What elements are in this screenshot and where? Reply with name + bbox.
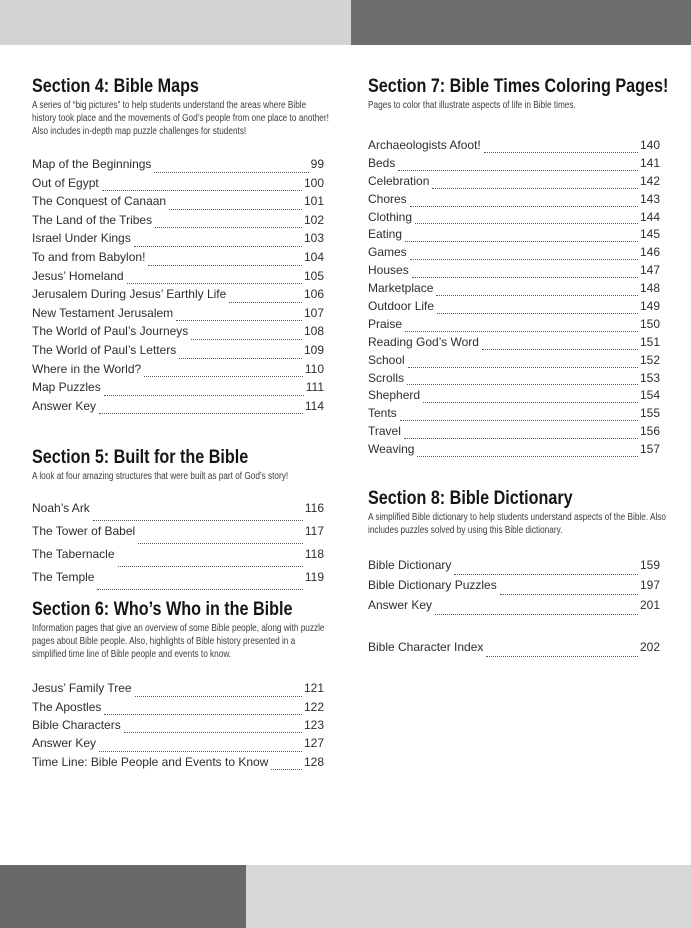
toc-entry xyxy=(32,343,324,362)
toc-entry xyxy=(368,210,660,228)
toc-section xyxy=(368,488,666,660)
table-of-contents xyxy=(32,45,669,773)
toc-entry-page-number: 123 xyxy=(303,717,324,732)
toc-section xyxy=(368,76,669,460)
dotted-leader xyxy=(104,380,304,396)
section-entries xyxy=(32,157,324,417)
section-description: A series of “big pictures” to help students understand the areas where Bible history took place and the movements of God’s people from one place to another! Also includes in-depth map puzzle challenges for students! xyxy=(32,100,329,137)
dotted-leader xyxy=(410,245,638,260)
toc-entry-title: Praise xyxy=(368,316,403,331)
toc-entry xyxy=(32,213,324,232)
dotted-leader xyxy=(482,335,638,350)
dotted-leader xyxy=(118,547,303,567)
toc-entry-page-number: 148 xyxy=(639,281,660,296)
dotted-leader xyxy=(484,138,638,153)
toc-entry-title: Map Puzzles xyxy=(32,380,101,395)
toc-section xyxy=(32,447,324,593)
dotted-leader xyxy=(486,640,638,657)
toc-entry xyxy=(32,324,324,343)
toc-entry-page-number: 128 xyxy=(303,754,324,769)
toc-entry-page-number: 155 xyxy=(639,406,660,421)
dotted-leader xyxy=(271,755,302,770)
toc-entry xyxy=(368,245,660,263)
dotted-leader xyxy=(407,371,638,386)
section-description: Information pages that give an overview of some Bible people, along with puzzle pages about Bible people. Also, highlights of Bible history presented in a simplified time line of Bible people and events to know. xyxy=(32,623,325,661)
toc-entry-page-number: 103 xyxy=(303,231,324,246)
dotted-leader xyxy=(169,194,302,210)
toc-entry-page-number: 141 xyxy=(639,155,660,170)
section-title: Section 4: Bible Maps xyxy=(32,76,199,97)
toc-entry-title: Jesus’ Homeland xyxy=(32,268,124,283)
toc-entry-page-number: 156 xyxy=(639,424,660,439)
toc-entry xyxy=(32,157,324,176)
section-entries xyxy=(32,501,324,593)
toc-entry-page-number: 105 xyxy=(303,268,324,283)
toc-entry xyxy=(32,269,324,288)
toc-entry-page-number: 110 xyxy=(304,361,324,376)
toc-entry xyxy=(368,406,660,424)
toc-entry xyxy=(32,362,324,381)
toc-entry xyxy=(368,578,660,598)
toc-entry-title: Shepherd xyxy=(368,388,421,403)
toc-entry xyxy=(368,335,660,353)
toc-entry xyxy=(368,442,660,460)
toc-entry-page-number: 101 xyxy=(303,194,324,209)
toc-entry-page-number: 104 xyxy=(303,249,324,264)
toc-entry-title: New Testament Jerusalem xyxy=(32,305,174,320)
dotted-leader xyxy=(229,287,302,303)
dotted-leader xyxy=(93,501,303,521)
section-title: Section 5: Built for the Bible xyxy=(32,447,249,469)
dotted-leader xyxy=(148,250,302,266)
toc-entry-page-number: 119 xyxy=(304,570,324,585)
toc-entry-title: Games xyxy=(368,245,407,260)
toc-entry-title: The Tabernacle xyxy=(32,547,115,562)
bottom-bar-light-segment xyxy=(246,865,691,928)
toc-entry xyxy=(32,681,324,699)
toc-entry-page-number: 146 xyxy=(639,245,660,260)
toc-entry xyxy=(32,736,324,754)
toc-entry-title: Jesus’ Family Tree xyxy=(32,681,132,696)
toc-section xyxy=(32,76,329,417)
toc-entry-page-number: 154 xyxy=(639,388,660,403)
toc-entry xyxy=(32,547,324,570)
top-bar-dark-segment xyxy=(351,0,691,45)
toc-entry xyxy=(32,231,324,250)
dotted-leader xyxy=(500,578,638,595)
dotted-leader xyxy=(417,442,637,457)
toc-entry-page-number: 99 xyxy=(310,157,324,171)
toc-entry xyxy=(32,501,324,524)
toc-entry-page-number: 121 xyxy=(303,681,324,696)
dotted-leader xyxy=(410,192,638,207)
toc-entry xyxy=(368,353,660,371)
toc-entry-title: Tents xyxy=(368,406,397,421)
toc-entry-page-number: 114 xyxy=(304,398,324,413)
section-title: Section 8: Bible Dictionary xyxy=(368,488,573,510)
dotted-leader xyxy=(398,156,638,171)
toc-entry xyxy=(368,281,660,299)
toc-entry-page-number: 106 xyxy=(303,287,324,302)
section-description: A look at four amazing structures that were built as part of God’s story! xyxy=(32,471,289,483)
toc-entry-title: Scrolls xyxy=(368,370,405,385)
toc-entry-page-number: 149 xyxy=(639,299,660,314)
dotted-leader xyxy=(191,324,302,340)
toc-entry-title: To and from Babylon! xyxy=(32,249,146,264)
toc-entry-page-number: 117 xyxy=(304,524,324,539)
section-description: A simplified Bible dictionary to help students understand aspects of the Bible. Also includes puzzles solved by using this Bible dictionary. xyxy=(368,512,666,537)
toc-entry-title: School xyxy=(368,352,405,367)
toc-entry-page-number: 201 xyxy=(639,598,660,613)
dotted-leader xyxy=(102,176,302,192)
toc-entry-page-number: 197 xyxy=(639,578,660,593)
toc-entry-page-number: 102 xyxy=(303,212,324,227)
dotted-leader xyxy=(408,353,638,368)
toc-entry-title: Answer Key xyxy=(32,398,97,413)
toc-entry xyxy=(368,598,660,618)
toc-entry-title: Eating xyxy=(368,227,403,242)
dotted-leader xyxy=(400,406,638,421)
toc-entry xyxy=(32,570,324,593)
toc-entry-title: Houses xyxy=(368,263,409,278)
dotted-leader xyxy=(405,317,638,332)
toc-entry-page-number: 157 xyxy=(639,442,660,457)
toc-entry-title: The World of Paul’s Letters xyxy=(32,342,177,357)
dotted-leader xyxy=(127,269,302,285)
toc-entry xyxy=(368,227,660,245)
toc-entry-title: The World of Paul’s Journeys xyxy=(32,324,189,339)
toc-entry-title: Reading God’s Word xyxy=(368,334,479,349)
toc-entry xyxy=(368,174,660,192)
toc-entry-page-number: 107 xyxy=(303,305,324,320)
toc-entry-page-number: 127 xyxy=(303,736,324,751)
bottom-border-decoration xyxy=(0,865,691,928)
toc-entry-page-number: 152 xyxy=(639,352,660,367)
toc-entry-title: Beds xyxy=(368,155,396,170)
dotted-leader xyxy=(176,306,302,322)
toc-entry-title: Travel xyxy=(368,424,401,439)
toc-entry-page-number: 109 xyxy=(303,342,324,357)
dotted-leader xyxy=(423,388,638,403)
dotted-leader xyxy=(154,157,308,173)
dotted-leader xyxy=(437,299,638,314)
toc-entry-title: The Apostles xyxy=(32,699,102,714)
toc-entry-title: Answer Key xyxy=(368,598,433,613)
toc-entry xyxy=(368,138,660,156)
toc-entry xyxy=(368,424,660,442)
toc-entry-title: Bible Character Index xyxy=(368,640,484,655)
toc-entry-title: Bible Characters xyxy=(32,717,121,732)
toc-entry-page-number: 100 xyxy=(303,175,324,190)
toc-entry-page-number: 108 xyxy=(303,324,324,339)
toc-column-right xyxy=(368,76,669,773)
toc-entry-title: Out of Egypt xyxy=(32,175,99,190)
toc-entry xyxy=(368,371,660,389)
section-description: Pages to color that illustrate aspects of life in Bible times. xyxy=(368,100,576,111)
toc-entry xyxy=(32,380,324,399)
dotted-leader xyxy=(97,570,302,590)
section-title: Section 7: Bible Times Coloring Pages! xyxy=(368,76,669,97)
toc-entry-page-number: 143 xyxy=(639,191,660,206)
toc-entry-title: Noah’s Ark xyxy=(32,501,90,516)
toc-entry-title: Weaving xyxy=(368,442,415,457)
toc-entry xyxy=(368,263,660,281)
toc-entry-page-number: 145 xyxy=(639,227,660,242)
toc-entry-title: Where in the World? xyxy=(32,361,142,376)
dotted-leader xyxy=(415,210,638,225)
toc-entry-page-number: 140 xyxy=(639,138,660,152)
toc-entry xyxy=(368,640,660,660)
toc-entry-page-number: 153 xyxy=(639,370,660,385)
toc-entry-page-number: 111 xyxy=(305,380,324,395)
bottom-bar-dark-segment xyxy=(0,865,246,928)
toc-entry xyxy=(32,718,324,736)
section-entries xyxy=(368,640,660,660)
toc-entry-page-number: 150 xyxy=(639,316,660,331)
toc-entry-page-number: 122 xyxy=(303,699,324,714)
toc-entry-page-number: 151 xyxy=(639,334,660,349)
toc-entry xyxy=(368,299,660,317)
dotted-leader xyxy=(135,681,302,696)
toc-entry-title: The Conquest of Canaan xyxy=(32,194,167,209)
dotted-leader xyxy=(412,263,638,278)
dotted-leader xyxy=(99,399,303,415)
dotted-leader xyxy=(405,227,638,242)
dotted-leader xyxy=(432,174,638,189)
toc-entry-title: Map of the Beginnings xyxy=(32,157,152,171)
toc-entry-title: Celebration xyxy=(368,173,430,188)
section-title: Section 6: Who’s Who in the Bible xyxy=(32,599,293,621)
toc-entry-title: Israel Under Kings xyxy=(32,231,131,246)
toc-entry-page-number: 116 xyxy=(304,501,324,516)
dotted-leader xyxy=(144,362,303,378)
toc-entry xyxy=(32,399,324,418)
toc-entry-title: Bible Dictionary Puzzles xyxy=(368,578,497,593)
toc-entry-title: Archaeologists Afoot! xyxy=(368,138,481,152)
section-entries xyxy=(32,681,324,772)
dotted-leader xyxy=(155,213,302,229)
toc-entry-title: Marketplace xyxy=(368,281,434,296)
toc-entry-title: Jerusalem During Jesus’ Earthly Life xyxy=(32,287,227,302)
toc-entry xyxy=(32,700,324,718)
toc-entry-title: Bible Dictionary xyxy=(368,558,452,573)
toc-entry-title: Clothing xyxy=(368,209,413,224)
toc-entry-title: The Tower of Babel xyxy=(32,524,136,539)
dotted-leader xyxy=(138,524,303,544)
dotted-leader xyxy=(179,343,302,359)
dotted-leader xyxy=(124,718,302,733)
toc-entry-title: Outdoor Life xyxy=(368,299,435,314)
toc-entry xyxy=(368,317,660,335)
toc-entry xyxy=(32,194,324,213)
toc-entry xyxy=(32,306,324,325)
toc-entry xyxy=(368,558,660,578)
toc-entry-title: Time Line: Bible People and Events to Know xyxy=(32,754,269,769)
toc-entry-page-number: 147 xyxy=(639,263,660,278)
toc-entry xyxy=(32,287,324,306)
dotted-leader xyxy=(436,281,638,296)
toc-entry xyxy=(368,192,660,210)
section-entries xyxy=(368,558,660,618)
dotted-leader xyxy=(404,424,638,439)
toc-entry-title: The Temple xyxy=(32,570,95,585)
toc-entry-title: The Land of the Tribes xyxy=(32,212,153,227)
toc-entry xyxy=(368,156,660,174)
toc-section xyxy=(32,599,324,772)
toc-entry-page-number: 202 xyxy=(639,640,660,655)
dotted-leader xyxy=(134,231,302,247)
toc-entry xyxy=(32,524,324,547)
toc-entry-page-number: 142 xyxy=(639,173,660,188)
toc-entry xyxy=(32,755,324,773)
toc-entry xyxy=(32,250,324,269)
dotted-leader xyxy=(104,700,302,715)
top-border-decoration xyxy=(0,0,691,45)
toc-entry-page-number: 118 xyxy=(304,547,324,562)
dotted-leader xyxy=(435,598,638,615)
dotted-leader xyxy=(99,736,302,751)
toc-entry xyxy=(32,176,324,195)
toc-column-left xyxy=(32,76,329,773)
toc-entry-page-number: 144 xyxy=(639,209,660,224)
toc-entry-title: Chores xyxy=(368,191,407,206)
section-entries xyxy=(368,138,660,460)
top-bar-light-segment xyxy=(0,0,351,45)
toc-entry-title: Answer Key xyxy=(32,736,97,751)
toc-entry-page-number: 159 xyxy=(639,558,660,573)
dotted-leader xyxy=(454,558,638,575)
toc-entry xyxy=(368,388,660,406)
